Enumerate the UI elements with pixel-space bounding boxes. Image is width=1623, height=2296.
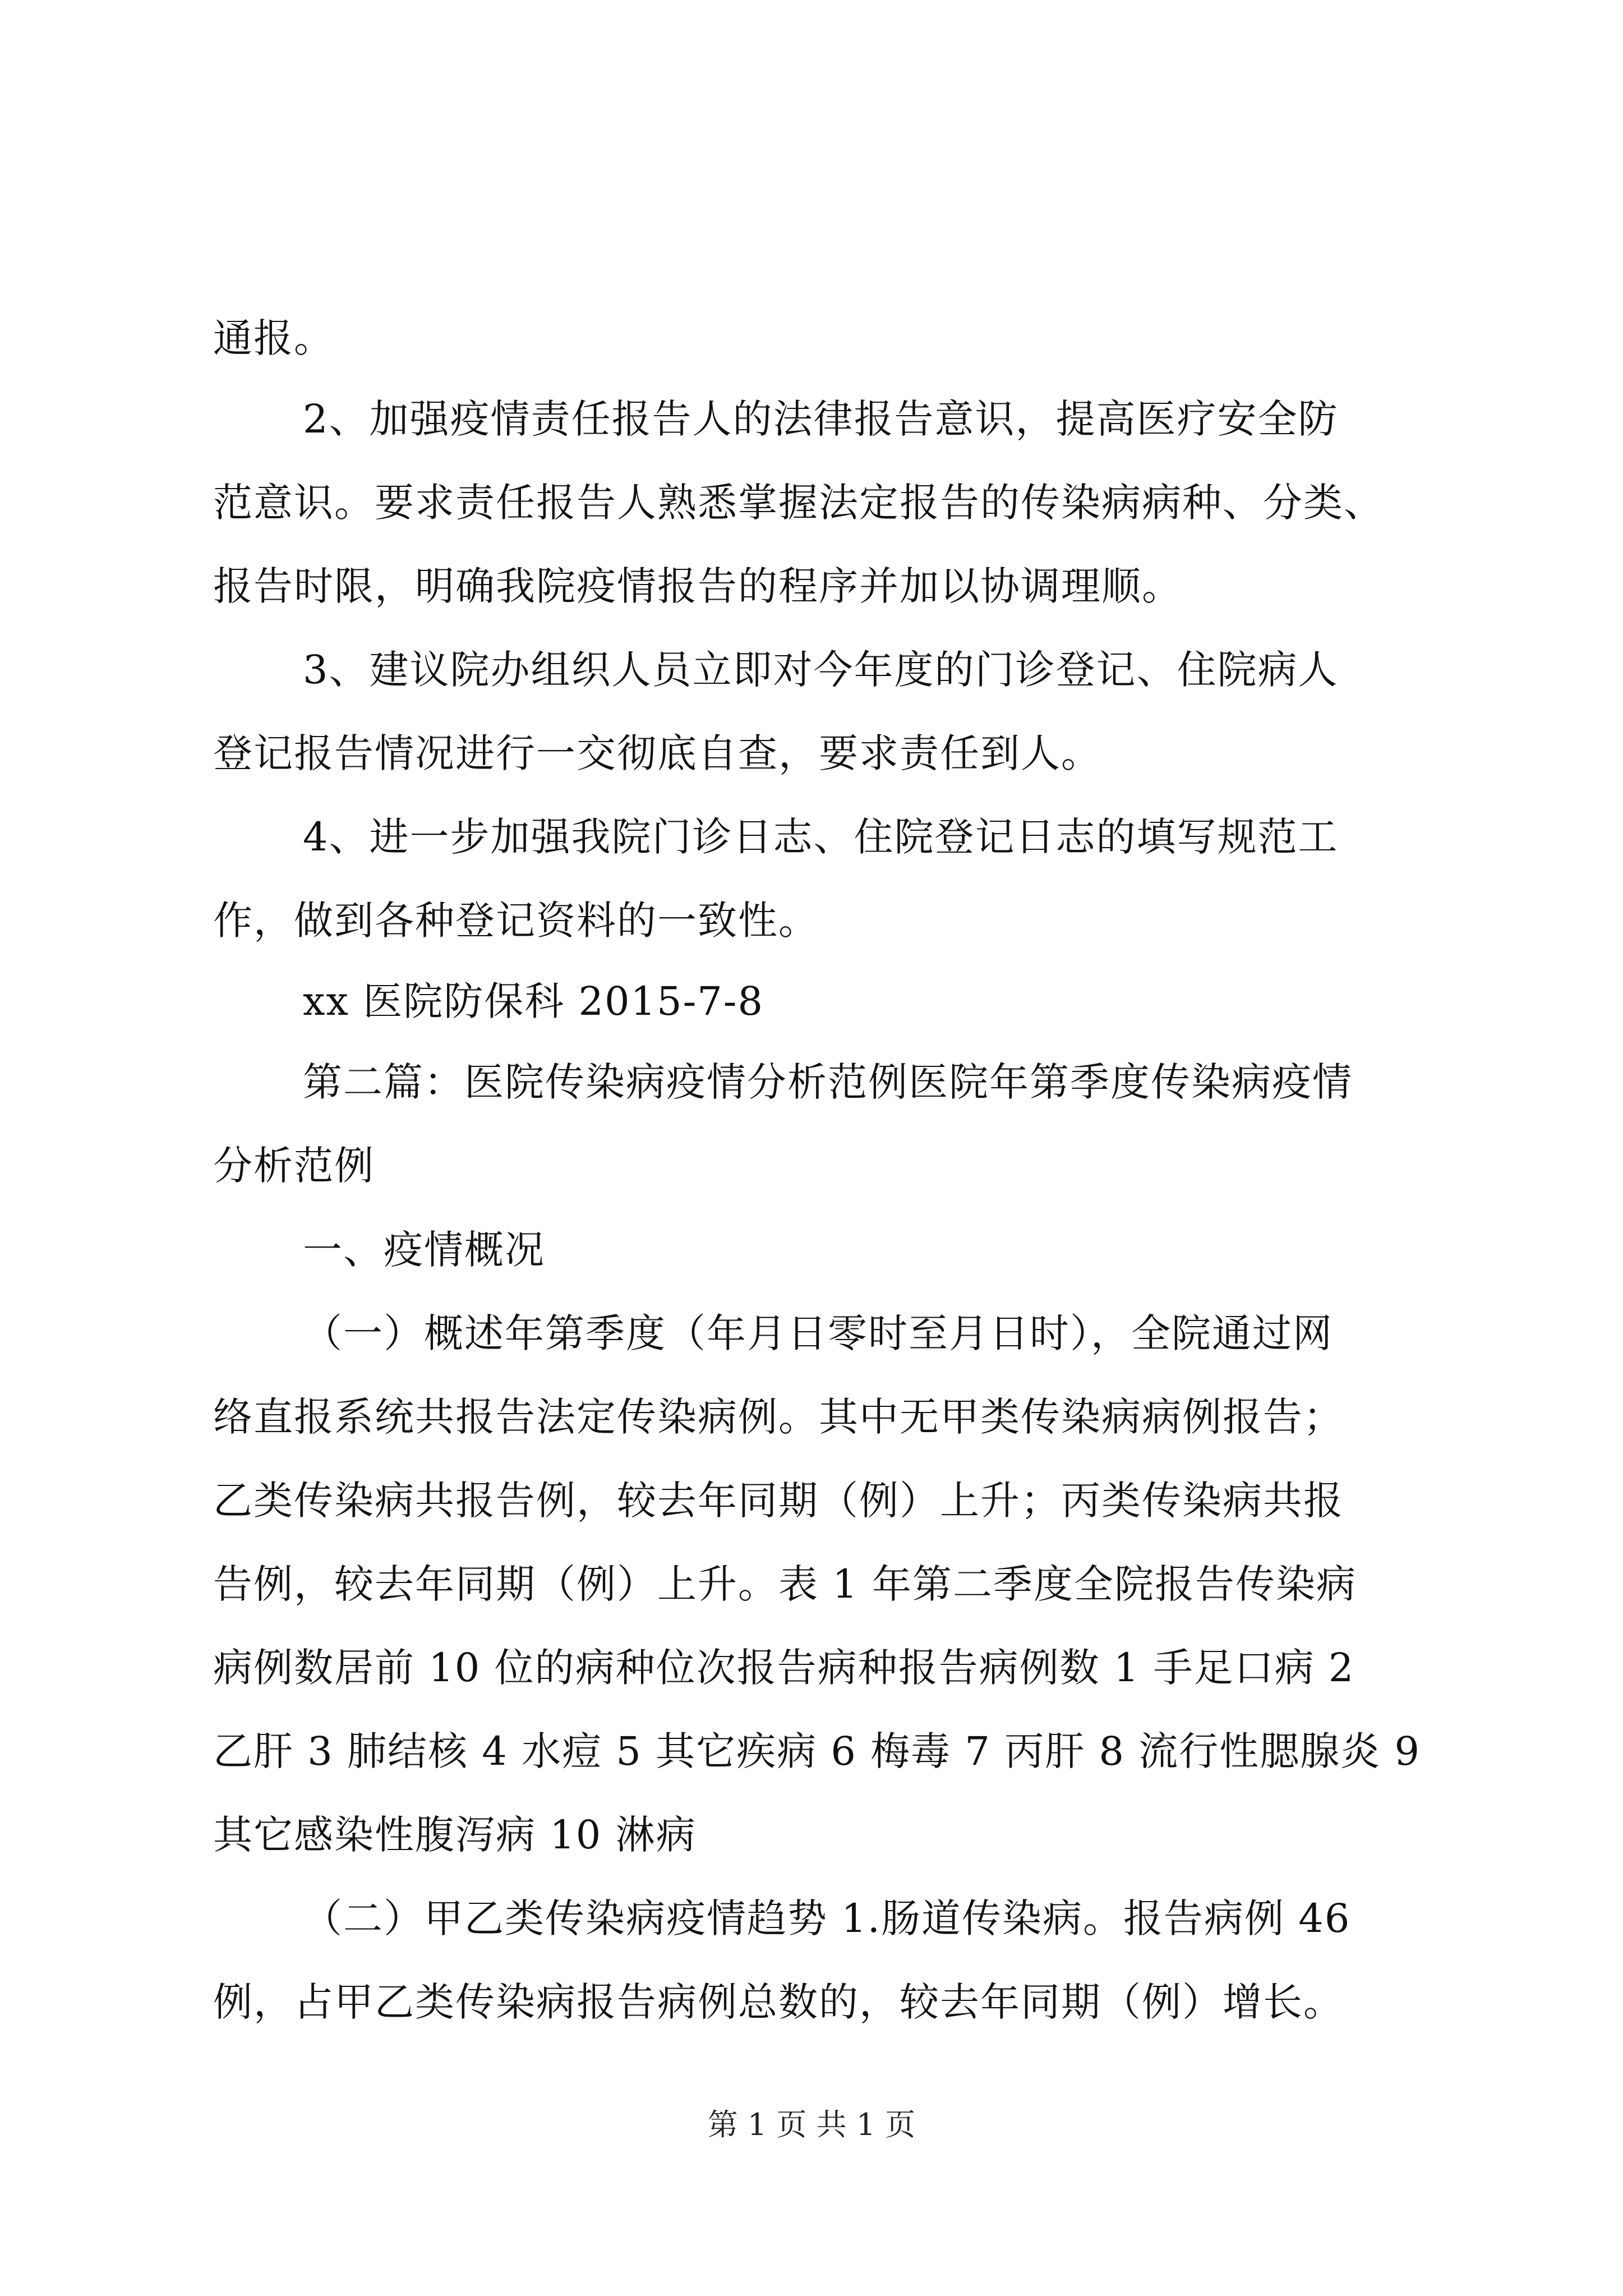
page-footer: 第 1 页 共 1 页: [707, 2107, 916, 2142]
text-line: 范意识。要求责任报告人熟悉掌握法定报告的传染病病种、分类、: [213, 480, 1384, 526]
text-line: 络直报系统共报告法定传染病例。其中无甲类传染病病例报告；: [213, 1394, 1344, 1440]
text-line: 例，占甲乙类传染病报告病例总数的，较去年同期（例）增长。: [213, 1979, 1344, 2025]
text-line: 其它感染性腹泻病 10 淋病: [213, 1812, 697, 1858]
text-line: 3、建议院办组织人员立即对今年度的门诊登记、住院病人: [303, 647, 1339, 693]
text-line: 病例数居前 10 位的病种位次报告病种报告病例数 1 手足口病 2: [213, 1645, 1355, 1691]
text-line: 作，做到各种登记资料的一致性。: [213, 898, 819, 944]
text-line: 通报。: [213, 315, 334, 361]
text-line: 4、进一步加强我院门诊日志、住院登记日志的填写规范工: [303, 814, 1339, 860]
text-line: （一）概述年第季度（年月日零时至月日时），全院通过网: [303, 1310, 1333, 1356]
text-line: 登记报告情况进行一交彻底自查，要求责任到人。: [213, 730, 1101, 776]
text-line: （二）甲乙类传染病疫情趋势 1.肠道传染病。报告病例 46: [303, 1895, 1351, 1941]
signature-line: xx 医院防保科 2015-7-8: [303, 978, 764, 1024]
subheading: 一、疫情概况: [303, 1227, 545, 1273]
text-line: 报告时限，明确我院疫情报告的程序并加以协调理顺。: [213, 563, 1182, 609]
text-line: 2、加强疫情责任报告人的法律报告意识，提高医疗安全防: [303, 396, 1339, 442]
section-heading: 第二篇：医院传染病疫情分析范例医院年第季度传染病疫情: [303, 1059, 1353, 1105]
text-line: 告例，较去年同期（例）上升。表 1 年第二季度全院报告传染病: [213, 1561, 1357, 1607]
text-line: 乙类传染病共报告例，较去年同期（例）上升；丙类传染病共报: [213, 1478, 1344, 1524]
text-line: 乙肝 3 肺结核 4 水痘 5 其它疾病 6 梅毒 7 丙肝 8 流行性腮腺炎 9: [213, 1728, 1421, 1774]
section-heading-cont: 分析范例: [213, 1143, 375, 1189]
